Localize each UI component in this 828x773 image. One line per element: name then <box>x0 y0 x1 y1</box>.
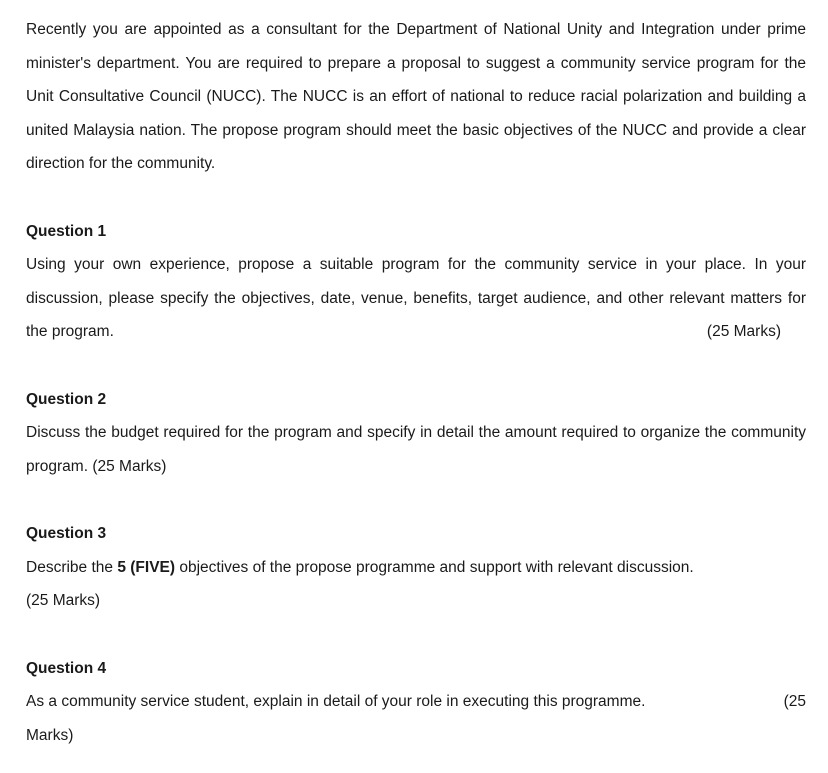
intro-paragraph: Recently you are appointed as a consultant for the Department of National Unity and Integration under prime minister's department. You are required to prepare a proposal to suggest a community service program for the Unit Consultative Council (NUCC). The NUCC is an effort of national to reduce racial polarization and building a united Malaysia nation. The propose program should meet the basic objectives of the NUCC and provide a clear direction for the community. <box>26 21 806 172</box>
question-3-text-after: objectives of the propose programme and support with relevant discussion. <box>175 558 694 576</box>
question-4-body: As a community service student, explain in detail of your role in executing this programme. <box>26 693 646 710</box>
question-1-marks: (25 Marks) <box>706 323 781 340</box>
question-3-section <box>26 517 806 618</box>
question-4-section <box>26 652 806 753</box>
question-2-text: Discuss the budget required for the program and specify in detail the amount required to organize the community program. (25 Marks) <box>26 424 806 475</box>
question-4-marks-part1: (25 <box>783 693 806 710</box>
question-4-marks-part2: Marks) <box>26 726 74 744</box>
question-2-section <box>26 383 806 484</box>
question-2-title: Question 2 <box>26 390 107 408</box>
question-4-title: Question 4 <box>26 659 107 677</box>
question-3-text-bold: 5 (FIVE) <box>117 558 176 576</box>
question-1-text <box>26 248 806 349</box>
assignment-document <box>26 13 806 752</box>
question-1-section <box>26 215 806 349</box>
question-1-body: Using your own experience, propose a suitable program for the community service in your place. In your discussion, please specify the objectives, date, venue, benefits, target audience, and other relevant matters for the program. <box>26 256 806 340</box>
question-3-title: Question 3 <box>26 525 107 542</box>
question-3-marks: (25 Marks) <box>26 592 101 609</box>
question-4-text <box>26 685 806 719</box>
question-1-title: Question 1 <box>26 222 107 240</box>
question-3-text-before: Describe the <box>26 558 118 576</box>
question-3-text <box>26 551 806 585</box>
